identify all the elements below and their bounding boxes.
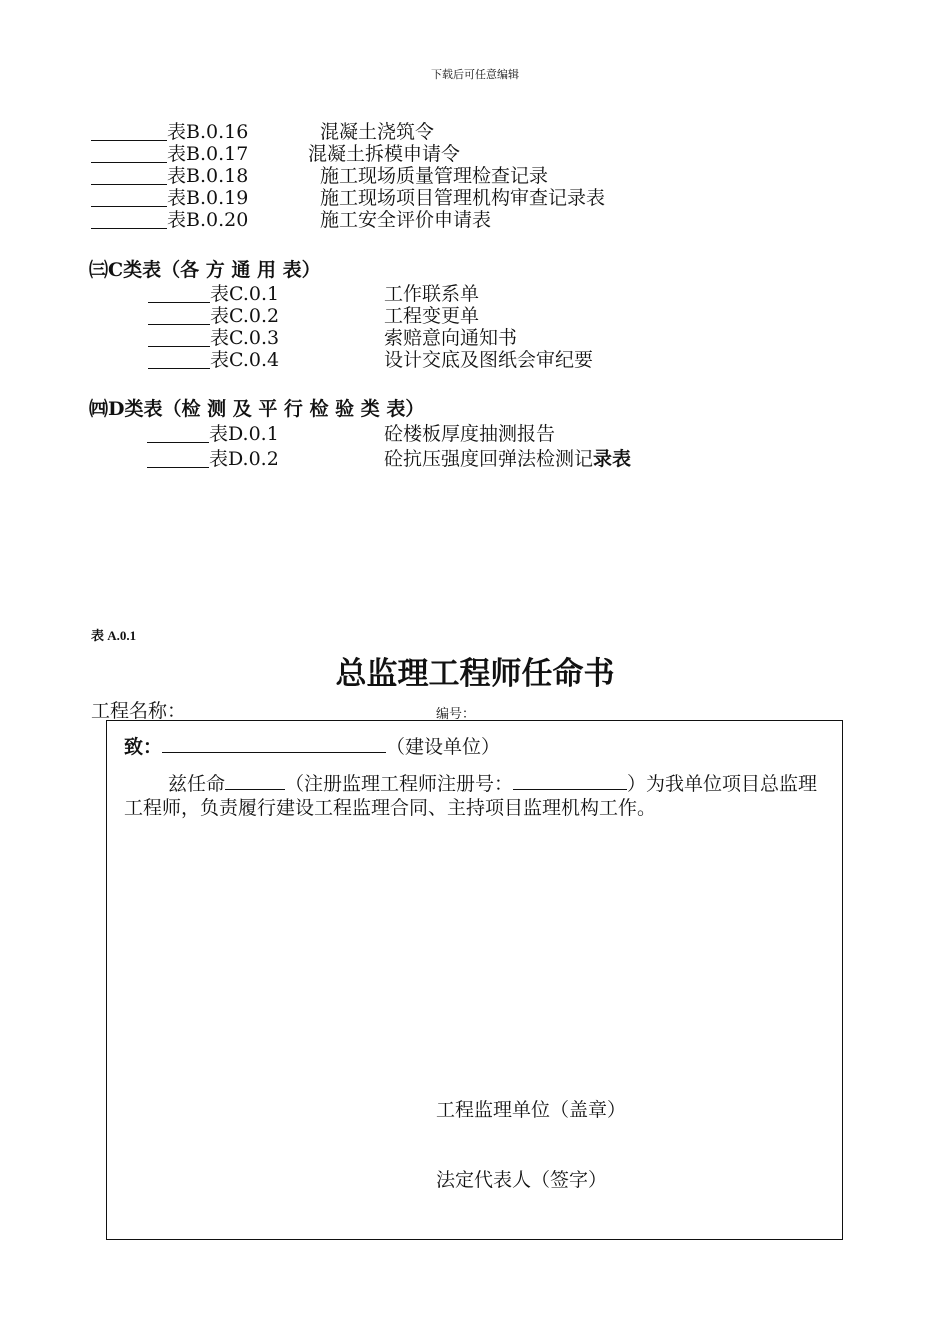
fill-blank — [91, 121, 167, 141]
fill-blank — [148, 305, 210, 325]
section-heading-d: ㈣D类表（检 测 及 平 行 检 验 类 表） — [89, 398, 425, 420]
reg-number-blank — [513, 773, 627, 790]
page-title: 总监理工程师任命书 — [335, 656, 615, 692]
form-code: 表B.0.20 — [167, 209, 249, 231]
form-code: 表D.0.2 — [209, 448, 279, 470]
form-name: 工程变更单 — [384, 305, 480, 327]
seal-label: 工程监理单位（盖章） — [436, 1099, 627, 1121]
list-item — [91, 143, 248, 165]
form-name: 混凝土浇筑令 — [320, 121, 435, 143]
fill-blank — [91, 209, 167, 229]
form-code: 表C.0.3 — [210, 327, 280, 349]
appointee-blank — [225, 773, 285, 790]
form-name: 设计交底及图纸会审纪要 — [384, 349, 594, 371]
sign-label: 法定代表人（签字） — [436, 1169, 608, 1191]
to-suffix: （建设单位） — [386, 736, 501, 758]
list-item — [147, 423, 279, 445]
body-text-2: （注册监理工程师注册号： — [285, 773, 514, 795]
project-name-label: 工程名称： — [91, 700, 187, 722]
fill-blank — [91, 187, 167, 207]
form-name-bold: 录表 — [593, 448, 632, 470]
form-name: 索赔意向通知书 — [384, 327, 518, 349]
form-code: 表B.0.16 — [167, 121, 249, 143]
section-heading-c: ㈢C类表（各 方 通 用 表） — [89, 259, 321, 281]
list-item — [91, 121, 248, 143]
fill-blank — [148, 349, 210, 369]
fill-blank — [147, 423, 209, 443]
to-label: 致： — [124, 736, 163, 758]
client-blank — [162, 736, 386, 753]
list-item — [147, 448, 279, 470]
form-name: 施工现场质量管理检查记录 — [320, 165, 549, 187]
form-code: 表C.0.4 — [210, 349, 280, 371]
body-text-3: ）为我单位项目总监理工程师，负责履行建设工程监理合同、主持项目监理机构工作。 — [124, 773, 818, 819]
form-name-plain: 砼抗压强度回弹法检测记 — [384, 448, 594, 470]
list-item — [148, 283, 279, 305]
page-header-note: 下载后可任意编辑 — [431, 68, 519, 81]
form-name: 施工安全评价申请表 — [320, 209, 492, 231]
form-code: 表B.0.17 — [167, 143, 249, 165]
fill-blank — [91, 143, 167, 163]
form-name: 工作联系单 — [384, 283, 480, 305]
list-item — [91, 165, 248, 187]
table-label: 表 A.0.1 — [91, 628, 137, 643]
to-line — [124, 735, 500, 759]
body-text-1: 兹任命 — [168, 773, 226, 795]
fill-blank — [148, 283, 210, 303]
form-code: 表B.0.18 — [167, 165, 249, 187]
form-code: 表B.0.19 — [167, 187, 249, 209]
form-name — [384, 448, 631, 470]
list-item — [148, 305, 279, 327]
list-item — [91, 209, 248, 231]
fill-blank — [147, 448, 209, 468]
list-item — [148, 349, 279, 371]
form-code: 表C.0.2 — [210, 305, 280, 327]
fill-blank — [91, 165, 167, 185]
form-name: 混凝土拆模申请令 — [308, 143, 461, 165]
form-code: 表D.0.1 — [209, 423, 279, 445]
fill-blank — [148, 327, 210, 347]
appointment-body — [124, 772, 834, 820]
list-item — [148, 327, 279, 349]
form-code: 表C.0.1 — [210, 283, 280, 305]
form-name: 砼楼板厚度抽测报告 — [384, 423, 556, 445]
number-label: 编号： — [436, 707, 476, 722]
form-name: 施工现场项目管理机构审查记录表 — [320, 187, 606, 209]
list-item — [91, 187, 248, 209]
